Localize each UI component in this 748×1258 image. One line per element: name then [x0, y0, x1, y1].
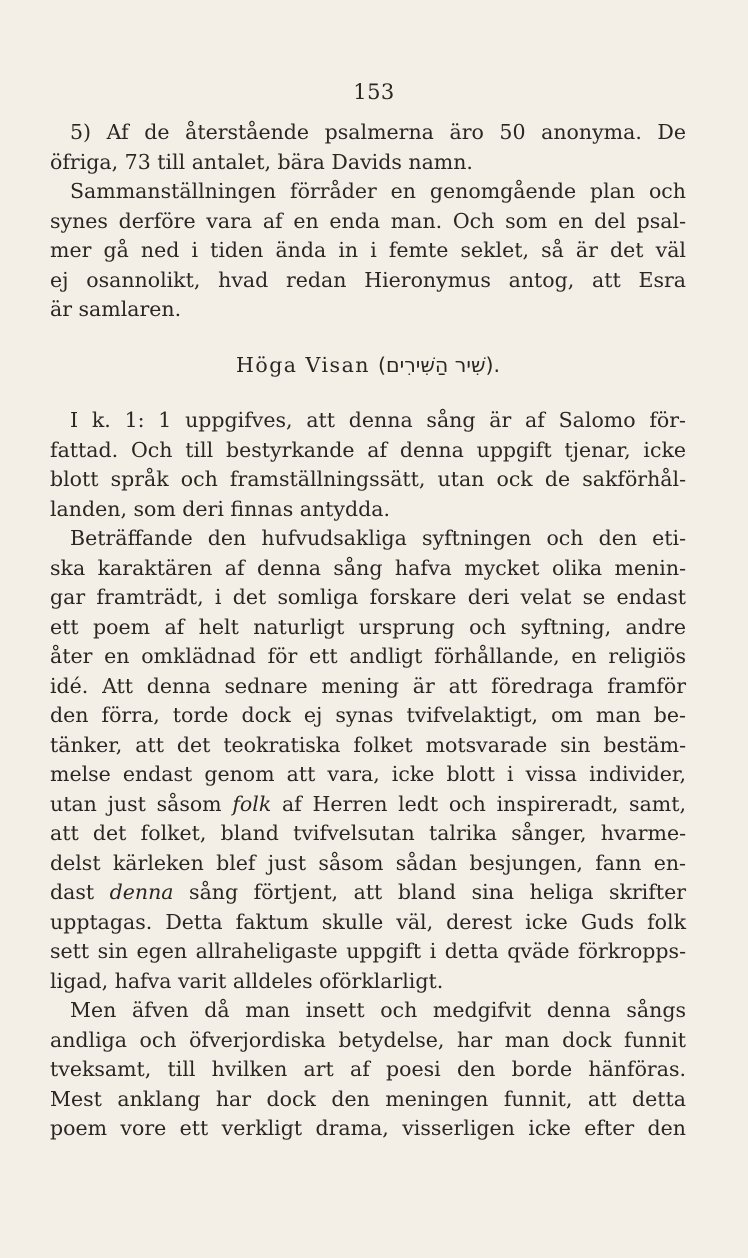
section-spacer — [50, 380, 686, 406]
text-line: landen, som deri finnas antydda. — [50, 496, 390, 521]
text-segment: dast — [50, 880, 110, 904]
section-spacer — [50, 325, 686, 351]
text-line: tänker, att det teokratiska folket motsvarade sin bestäm- — [50, 732, 686, 757]
text-line: delst kärleken blef just såsom sådan besjungen, fann en- — [50, 850, 686, 875]
section-heading — [50, 351, 686, 381]
page-number: 153 — [353, 80, 395, 104]
text-line: gar framträdt, i det somliga forskare deri velat se endast — [50, 585, 686, 609]
text-line: fattad. Och till bestyrkande af denna uppgift tjenar, icke — [50, 437, 686, 462]
page-text — [50, 118, 686, 1144]
text-line: upptagas. Detta faktum skulle väl, derest icke Guds folk — [50, 909, 686, 934]
text-line: blott språk och framställningssätt, utan ock de sakförhål- — [50, 467, 686, 491]
text-line: den förra, torde dock ej synas tvifvelaktigt, om man be- — [50, 703, 686, 727]
text-line: mer gå ned i tiden ända in i femte seklet, så är det väl — [50, 238, 686, 262]
text-line: andliga och öfverjordiska betydelse, har man dock funnit — [50, 1027, 686, 1052]
text-line: ej osannolikt, hvad redan Hieronymus antog, att Esra — [50, 267, 686, 292]
text-segment: sång förtjent, att bland sina heliga skrifter — [173, 880, 686, 904]
text-line: att det folket, bland tvifvelsutan talrika sånger, hvarme- — [50, 821, 686, 845]
heading-hebrew: (שִׁיר הַשִּׁירִים). — [378, 352, 501, 377]
text-line: Sammanställningen förråder en genomgående plan och — [70, 179, 686, 203]
text-line: I k. 1: 1 uppgifves, att denna sång är af Salomo för- — [70, 408, 686, 432]
text-line: sett sin egen allraheligaste uppgift i detta qväde förkropps- — [50, 939, 686, 963]
text-line: ska karaktären af denna sång hafva mycket olika menin- — [50, 555, 686, 580]
text-line: ligad, hafva varit alldeles oförklarligt. — [50, 968, 444, 993]
text-line-folk — [50, 790, 686, 820]
text-line: åter en omklädnad för ett andligt förhållande, en religiös — [50, 644, 686, 668]
text-line: Men äfven då man insett och medgifvit denna sångs — [70, 998, 686, 1022]
heading-title: Höga Visan — [235, 352, 370, 377]
text-line: idé. Att denna sednare mening är att föredraga framför — [50, 673, 686, 698]
text-line: melse endast genom att vara, icke blott i vissa individer, — [50, 762, 686, 786]
text-line: tveksamt, till hvilken art af poesi den borde hänföras. — [50, 1057, 686, 1081]
text-line-denna — [50, 878, 686, 908]
text-line: Mest anklang har dock den meningen funnit, att detta — [50, 1086, 686, 1111]
text-line: Beträffande den hufvudsakliga syftningen och den eti- — [70, 526, 686, 550]
text-segment: utan just såsom — [50, 791, 233, 816]
text-line: poem vore ett verkligt drama, visserligen icke efter den — [50, 1116, 686, 1140]
italic-word: denna — [109, 880, 174, 904]
text-line: 5) Af de återstående psalmerna äro 50 anonyma. De — [70, 120, 686, 144]
text-line: är samlaren. — [50, 297, 182, 321]
text-line: ett poem af helt naturligt ursprung och syftning, andre — [50, 614, 686, 639]
text-line: synes derföre vara af en enda man. Och som en del psal- — [50, 208, 686, 233]
italic-word: folk — [232, 791, 272, 816]
text-segment: af Herren ledt och inspireradt, samt, — [271, 791, 686, 816]
text-line: öfriga, 73 till antalet, bära Davids namn. — [50, 149, 473, 174]
